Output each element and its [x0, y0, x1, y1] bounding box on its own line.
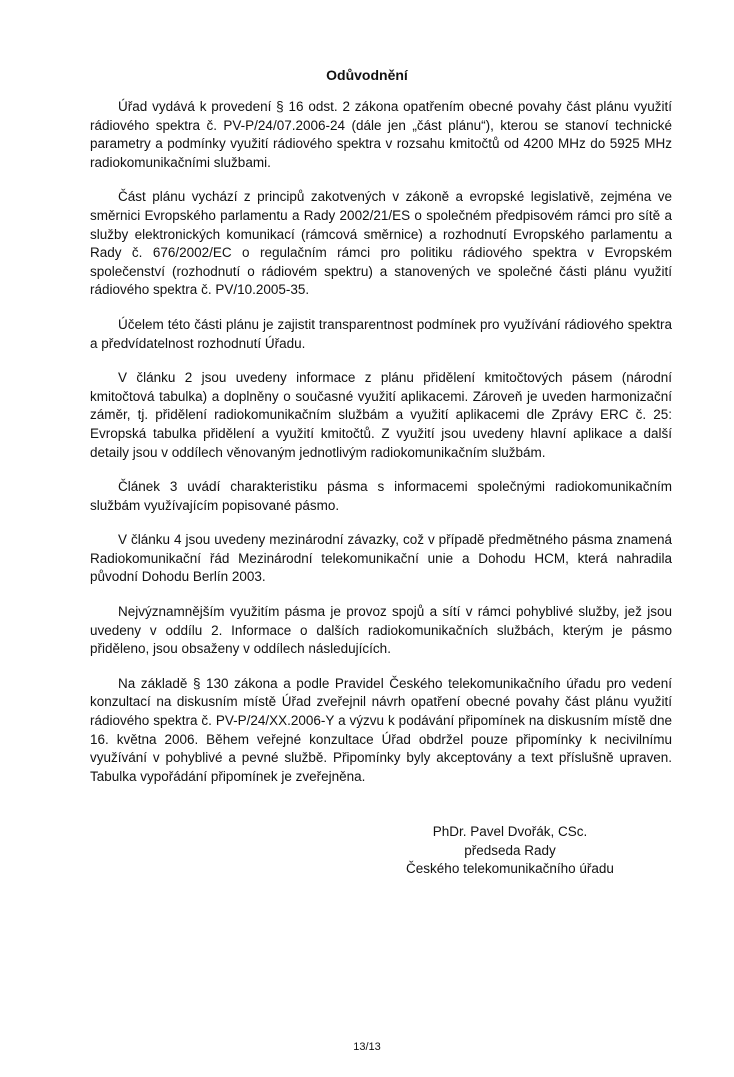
document-body: [90, 98, 672, 802]
paragraph-7: Nejvýznamnějším využitím pásma je provoz spojů a sítí v rámci pohyblivé služby, jež jsou uvedeny v oddílu 2. Informace o dalších radiokomunikačních službách, kterým je pásmo přiděleno, jsou obsaženy v oddílech následujících.: [90, 604, 672, 657]
paragraph-5: Článek 3 uvádí charakteristiku pásma s informacemi společnými radiokomunikačním službám využívajícím popisované pásmo.: [90, 479, 672, 513]
signature-block: [380, 823, 640, 879]
paragraph-6: V článku 4 jsou uvedeny mezinárodní závazky, což v případě předmětného pásma znamená Radiokomunikační řád Mezinárodní telekomunikační unie a Dohodu HCM, která nahradila původní Dohodu Berlín 2003.: [90, 532, 672, 585]
paragraph-4: V článku 2 jsou uvedeny informace z plánu přidělení kmitočtových pásem (národní kmitočtová tabulka) a doplněny o současné využití aplikacemi. Zároveň je uveden harmonizační záměr, tj. přidělení radiokomunikačním službám a využití aplikacemi dle Zprávy ERC č. 25: Evropská tabulka přidělení a využití kmitočtů. Z využití jsou uvedeny hlavní aplikace a další detaily jsou v oddílech věnovaným jednotlivým radiokomunikačním službám.: [90, 370, 672, 460]
paragraph-3: Účelem této části plánu je zajistit transparentnost podmínek pro využívání rádiového spektra a předvídatelnost rozhodnutí Úřadu.: [90, 316, 672, 351]
document-title: Odůvodnění: [326, 67, 408, 83]
signatory-role: předseda Rady: [464, 842, 556, 858]
paragraph-1: Úřad vydává k provedení § 16 odst. 2 zákona opatřením obecné povahy část plánu využití rádiového spektra č. PV-P/24/07.2006-24 (dále jen „část plánu“), kterou se stanoví technické parametry a podmínky využití rádiového spektra v rozsahu kmitočtů od 4200 MHz do 5925 MHz radiokomunikačními službami.: [90, 99, 672, 170]
paragraph-8: Na základě § 130 zákona a podle Pravidel Českého telekomunikačního úřadu pro vedení konzultací na diskusním místě Úřad zveřejnil návrh opatření obecné povahy část plánu využití rádiového spektra č. PV-P/24/XX.2006-Y a výzvu k podávání připomínek na diskusním místě dne 16. května 2006. Během veřejné konzultace Úřad obdržel pouze připomínky k necivilnímu využívání v pohyblivé a pevné službě. Připomínky byly akceptovány a text příslušně upraven. Tabulka vypořádání připomínek je zveřejněna.: [90, 675, 672, 784]
signatory-name: PhDr. Pavel Dvořák, CSc.: [432, 824, 588, 839]
paragraph-2: Část plánu vychází z principů zakotvených v zákoně a evropské legislativě, zejména ve směrnici Evropského parlamentu a Rady 2002/21/ES o společném předpisovém rámci pro sítě a služby elektronických komunikací (rámcová směrnice) a rozhodnutí Evropského parlamentu a Rady č. 676/2002/EC o regulačním rámci pro politiku rádiového spektra v Evropském společenství (rozhodnutí o rádiovém spektru) a stanovených ve společné části plánu využití rádiového spektra č. PV/10.2005-35.: [90, 189, 672, 298]
signatory-organization: Českého telekomunikačního úřadu: [406, 861, 614, 877]
page-number: 13/13: [353, 1041, 381, 1053]
